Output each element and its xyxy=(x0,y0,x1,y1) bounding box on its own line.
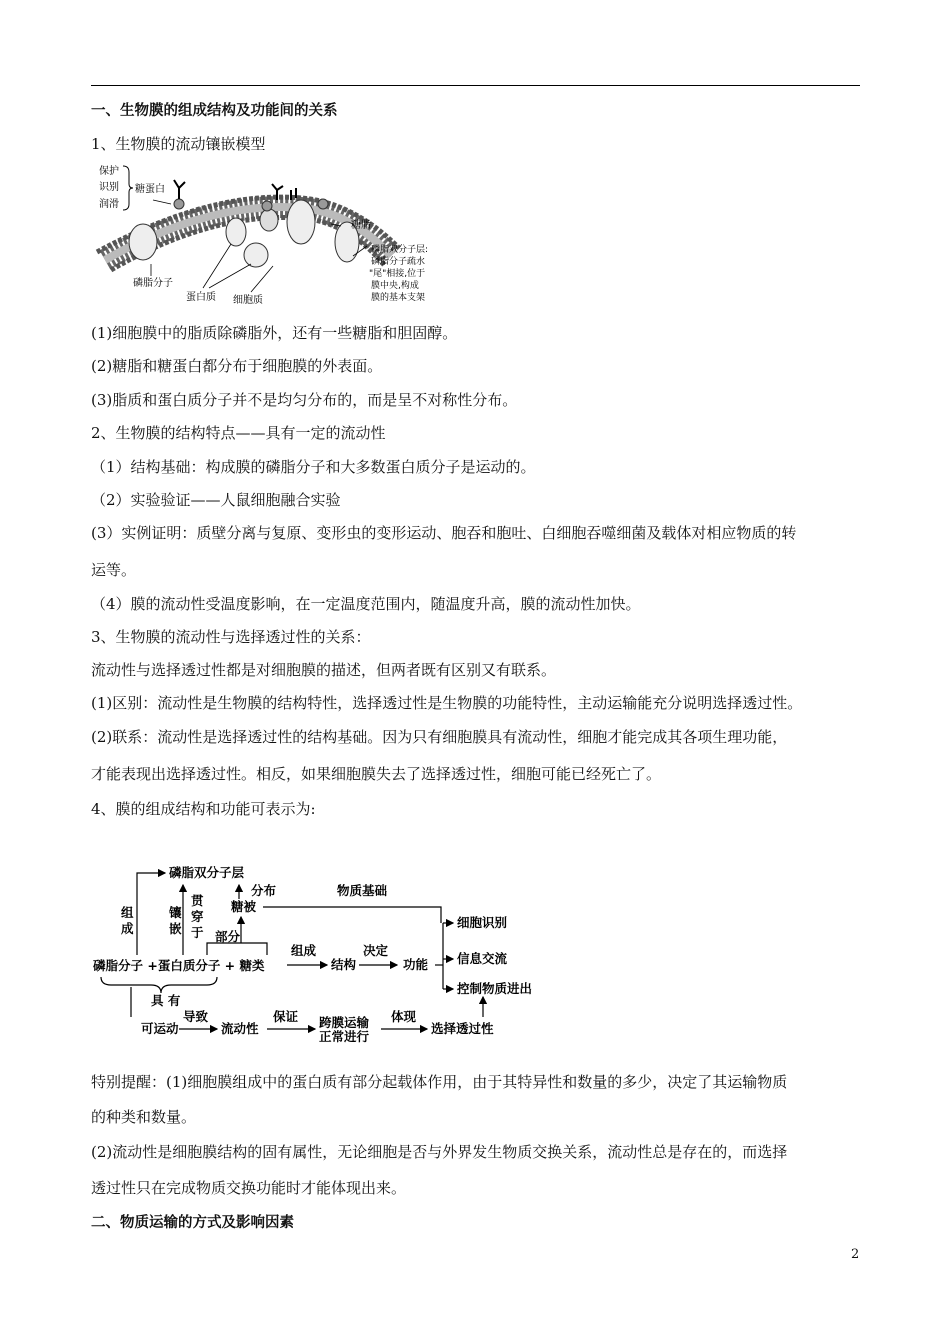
label-penetrate-3: 于 xyxy=(191,925,204,940)
subheading-2: 2、生物膜的结构特点——具有一定的流动性 xyxy=(91,424,386,442)
label-protect: 保护 xyxy=(99,166,119,177)
label-embed-2: 嵌 xyxy=(169,921,182,936)
label-phospholipid: 磷脂分子 xyxy=(133,278,173,289)
paragraph-10b: 才能表现出选择透过性。相反，如果细胞膜失去了选择透过性，细胞可能已经死亡了。 xyxy=(91,765,662,783)
node-selective: 选择透过性 xyxy=(431,1021,494,1036)
label-lead-to: 导致 xyxy=(183,1009,209,1024)
label-bilayer-note-4: 膜中央,构成 xyxy=(371,281,419,291)
label-bilayer-note-1: 磷脂双分子层: xyxy=(371,245,429,255)
subheading-3: 3、生物膜的流动性与选择透过性的关系： xyxy=(91,628,371,646)
node-control: 控制物质进出 xyxy=(457,981,533,996)
paragraph-7: （4）膜的流动性受温度影响，在一定温度范围内，随温度升高，膜的流动性加快。 xyxy=(91,595,641,613)
paragraph-3: (3)脂质和蛋白质分子并不是均匀分布的，而是呈不对称性分布。 xyxy=(91,391,518,409)
label-compose-1: 组 xyxy=(121,905,134,920)
label-distribute: 分布 xyxy=(251,883,277,898)
label-embody: 体现 xyxy=(391,1009,417,1024)
paragraph-5: （2）实验验证——人鼠细胞融合实验 xyxy=(91,491,341,509)
label-penetrate-1: 贯 xyxy=(191,893,204,908)
label-cytoplasm: 细胞质 xyxy=(233,295,263,306)
label-have: 具 有 xyxy=(151,993,181,1008)
label-compose-2: 组成 xyxy=(291,943,317,958)
paragraph-1: (1)细胞膜中的脂质除磷脂外，还有一些糖脂和胆固醇。 xyxy=(91,324,458,342)
header-rule xyxy=(91,85,860,86)
membrane-model-figure xyxy=(91,160,451,310)
node-structure: 结构 xyxy=(331,957,357,972)
node-transport-2: 正常进行 xyxy=(319,1029,370,1044)
paragraph-4: （1）结构基础：构成膜的磷脂分子和大多数蛋白质分子是运动的。 xyxy=(91,458,536,476)
label-material-basis: 物质基础 xyxy=(337,883,388,898)
note-1a: 特别提醒：(1)细胞膜组成中的蛋白质有部分起载体作用，由于其特异性和数量的多少，决定了其运输物质 xyxy=(91,1073,788,1091)
label-penetrate-2: 穿 xyxy=(191,909,204,924)
section-heading-1: 一、生物膜的组成结构及功能间的关系 xyxy=(91,103,338,119)
label-compose-2: 成 xyxy=(121,921,134,936)
node-transport-1: 跨膜运输 xyxy=(319,1015,370,1030)
label-identify: 识别 xyxy=(99,182,119,193)
label-glycolipid: 糖脂 xyxy=(351,220,371,231)
node-function: 功能 xyxy=(403,957,429,972)
paragraph-10a: (2)联系：流动性是选择透过性的结构基础。因为只有细胞膜具有流动性，细胞才能完成其各项生理功能， xyxy=(91,728,788,746)
note-2a: (2)流动性是细胞膜结构的固有属性，无论细胞是否与外界发生物质交换关系，流动性总是存在的，而选择 xyxy=(91,1143,788,1161)
paragraph-6a: (3）实例证明：质壁分离与复原、变形虫的变形运动、胞吞和胞吐、白细胞吞噬细菌及载体对相应物质的转 xyxy=(91,524,797,542)
paragraph-2: (2)糖脂和糖蛋白都分布于细胞膜的外表面。 xyxy=(91,357,383,375)
node-bilayer: 磷脂双分子层 xyxy=(169,865,245,880)
node-movable: 可运动 xyxy=(141,1021,179,1036)
node-glycocalyx: 糖被 xyxy=(231,899,257,914)
paragraph-8: 流动性与选择透过性都是对细胞膜的描述，但两者既有区别又有联系。 xyxy=(91,661,557,679)
section-heading-2: 二、物质运输的方式及影响因素 xyxy=(91,1215,294,1231)
label-part: 部分 xyxy=(215,929,241,944)
page-number: 2 xyxy=(851,1247,860,1262)
node-recognition: 细胞识别 xyxy=(457,915,508,930)
label-bilayer-note-3: "尾"相接,位于 xyxy=(369,269,426,279)
label-ensure: 保证 xyxy=(273,1009,299,1024)
node-fluidity: 流动性 xyxy=(221,1021,259,1036)
node-molecules: 磷脂分子 +蛋白质分子 + 糖类 xyxy=(93,958,265,973)
paragraph-6b: 运等。 xyxy=(91,561,137,579)
paragraph-9: (1)区别：流动性是生物膜的结构特性，选择透过性是生物膜的功能特性，主动运输能充分说明选择透过性。 xyxy=(91,694,803,712)
label-bilayer-note-2: 磷脂分子疏水 xyxy=(371,257,426,267)
label-determine: 决定 xyxy=(363,943,389,958)
subheading-1: 1、生物膜的流动镶嵌模型 xyxy=(91,135,266,153)
label-glycoprotein: 糖蛋白 xyxy=(135,184,165,195)
label-lubricate: 润滑 xyxy=(99,199,119,210)
membrane-flow-diagram xyxy=(91,855,561,1045)
note-2b: 透过性只在完成物质交换功能时才能体现出来。 xyxy=(91,1179,407,1197)
label-embed-1: 镶 xyxy=(169,905,182,920)
label-protein: 蛋白质 xyxy=(186,292,216,303)
label-bilayer-note-5: 膜的基本支架 xyxy=(371,293,426,303)
note-1b: 的种类和数量。 xyxy=(91,1108,197,1126)
subheading-4: 4、膜的组成结构和功能可表示为: xyxy=(91,800,316,818)
node-communication: 信息交流 xyxy=(457,951,508,966)
